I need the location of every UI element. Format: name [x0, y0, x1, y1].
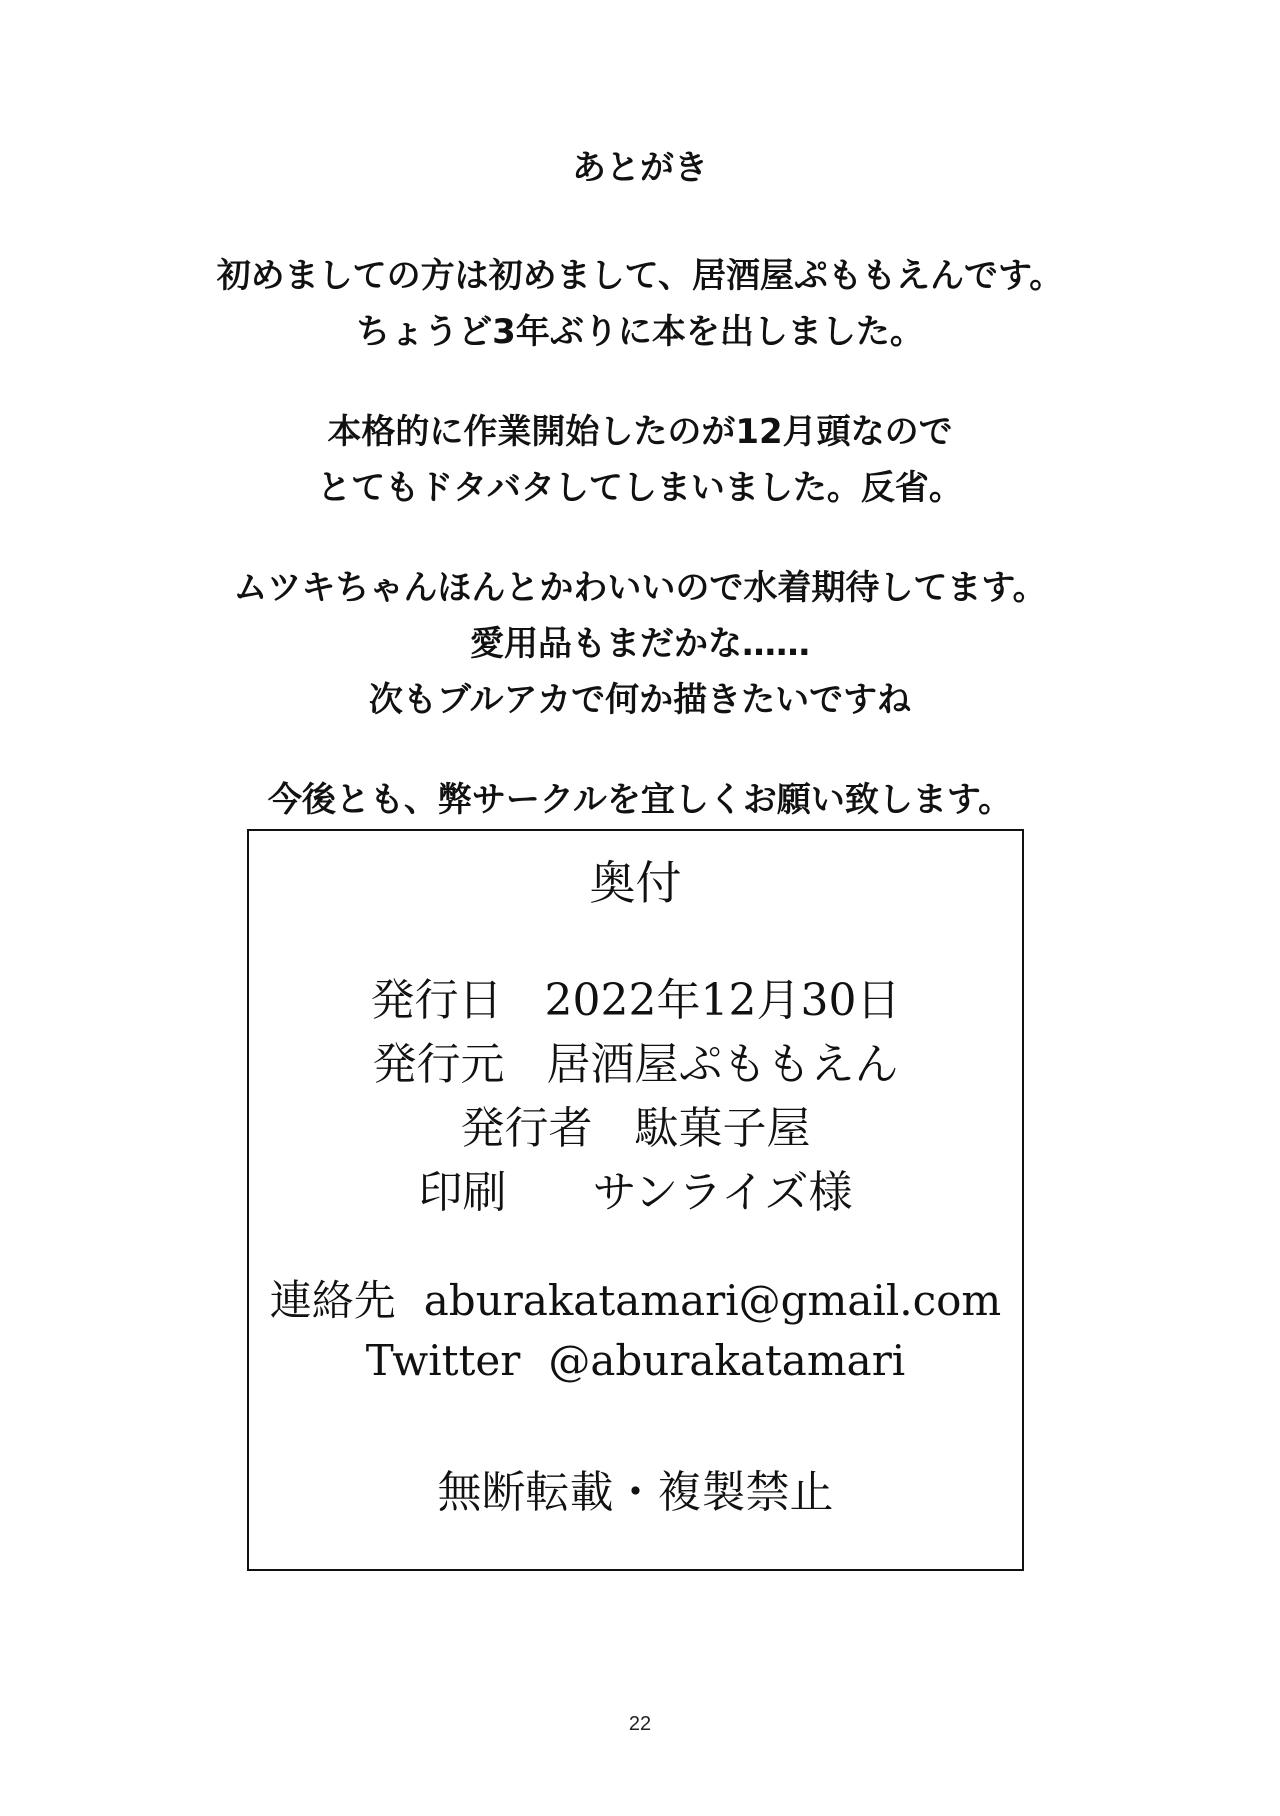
page-number: 22	[628, 1713, 652, 1735]
afterword-line: ムツキちゃんほんとかわいいので水着期待してます。	[233, 568, 1047, 608]
afterword-paragraph	[0, 560, 1280, 728]
contact-twitter-label: Twitter	[365, 1336, 521, 1385]
printer-label: 印刷	[418, 1167, 507, 1218]
afterword-section	[0, 140, 1280, 872]
afterword-title: あとがき	[572, 148, 708, 188]
afterword-line: 本格的に作業開始したのが12月頭なので	[327, 412, 953, 452]
colophon-heading: 奥付	[589, 856, 682, 910]
afterword-paragraph	[0, 404, 1280, 516]
issuer-value: 駄菓子屋	[634, 1103, 811, 1154]
publication-date-row	[249, 969, 1022, 1033]
contact-twitter-value: @aburakatamari	[548, 1336, 906, 1385]
afterword-line: 愛用品もまだかな……	[470, 624, 810, 664]
publication-date-value: 2022年12月30日	[544, 975, 901, 1026]
publisher-value: 居酒屋ぷももえん	[546, 1039, 899, 1090]
copyright-notice: 無断転載・複製禁止	[437, 1467, 834, 1518]
publisher-row	[249, 1033, 1022, 1097]
publication-info	[249, 969, 1022, 1225]
afterword-paragraph	[0, 248, 1280, 360]
colophon-box	[247, 829, 1024, 1571]
publication-date-label: 発行日	[370, 975, 503, 1026]
afterword-paragraph	[0, 772, 1280, 828]
printer-row	[249, 1161, 1022, 1225]
contact-email-label: 連絡先	[269, 1276, 396, 1325]
contact-email-row	[249, 1271, 1022, 1331]
afterword-line: とてもドタバタしてしまいました。反省。	[317, 468, 963, 508]
afterword-line: 今後とも、弊サークルを宜しくお願い致します。	[267, 780, 1013, 820]
afterword-line: 初めましての方は初めまして、居酒屋ぷももえんです。	[216, 256, 1064, 296]
afterword-line: 次もブルアカで何か描きたいですね	[368, 680, 912, 720]
printer-value: サンライズ様	[592, 1167, 853, 1218]
publisher-label: 発行元	[372, 1039, 505, 1090]
afterword-line: ちょうど3年ぶりに本を出しました。	[356, 312, 924, 352]
issuer-row	[249, 1097, 1022, 1161]
contact-twitter-row	[249, 1331, 1022, 1391]
issuer-label: 発行者	[460, 1103, 593, 1154]
contact-info	[249, 1271, 1022, 1391]
contact-email-value: aburakatamari@gmail.com	[423, 1276, 1002, 1325]
